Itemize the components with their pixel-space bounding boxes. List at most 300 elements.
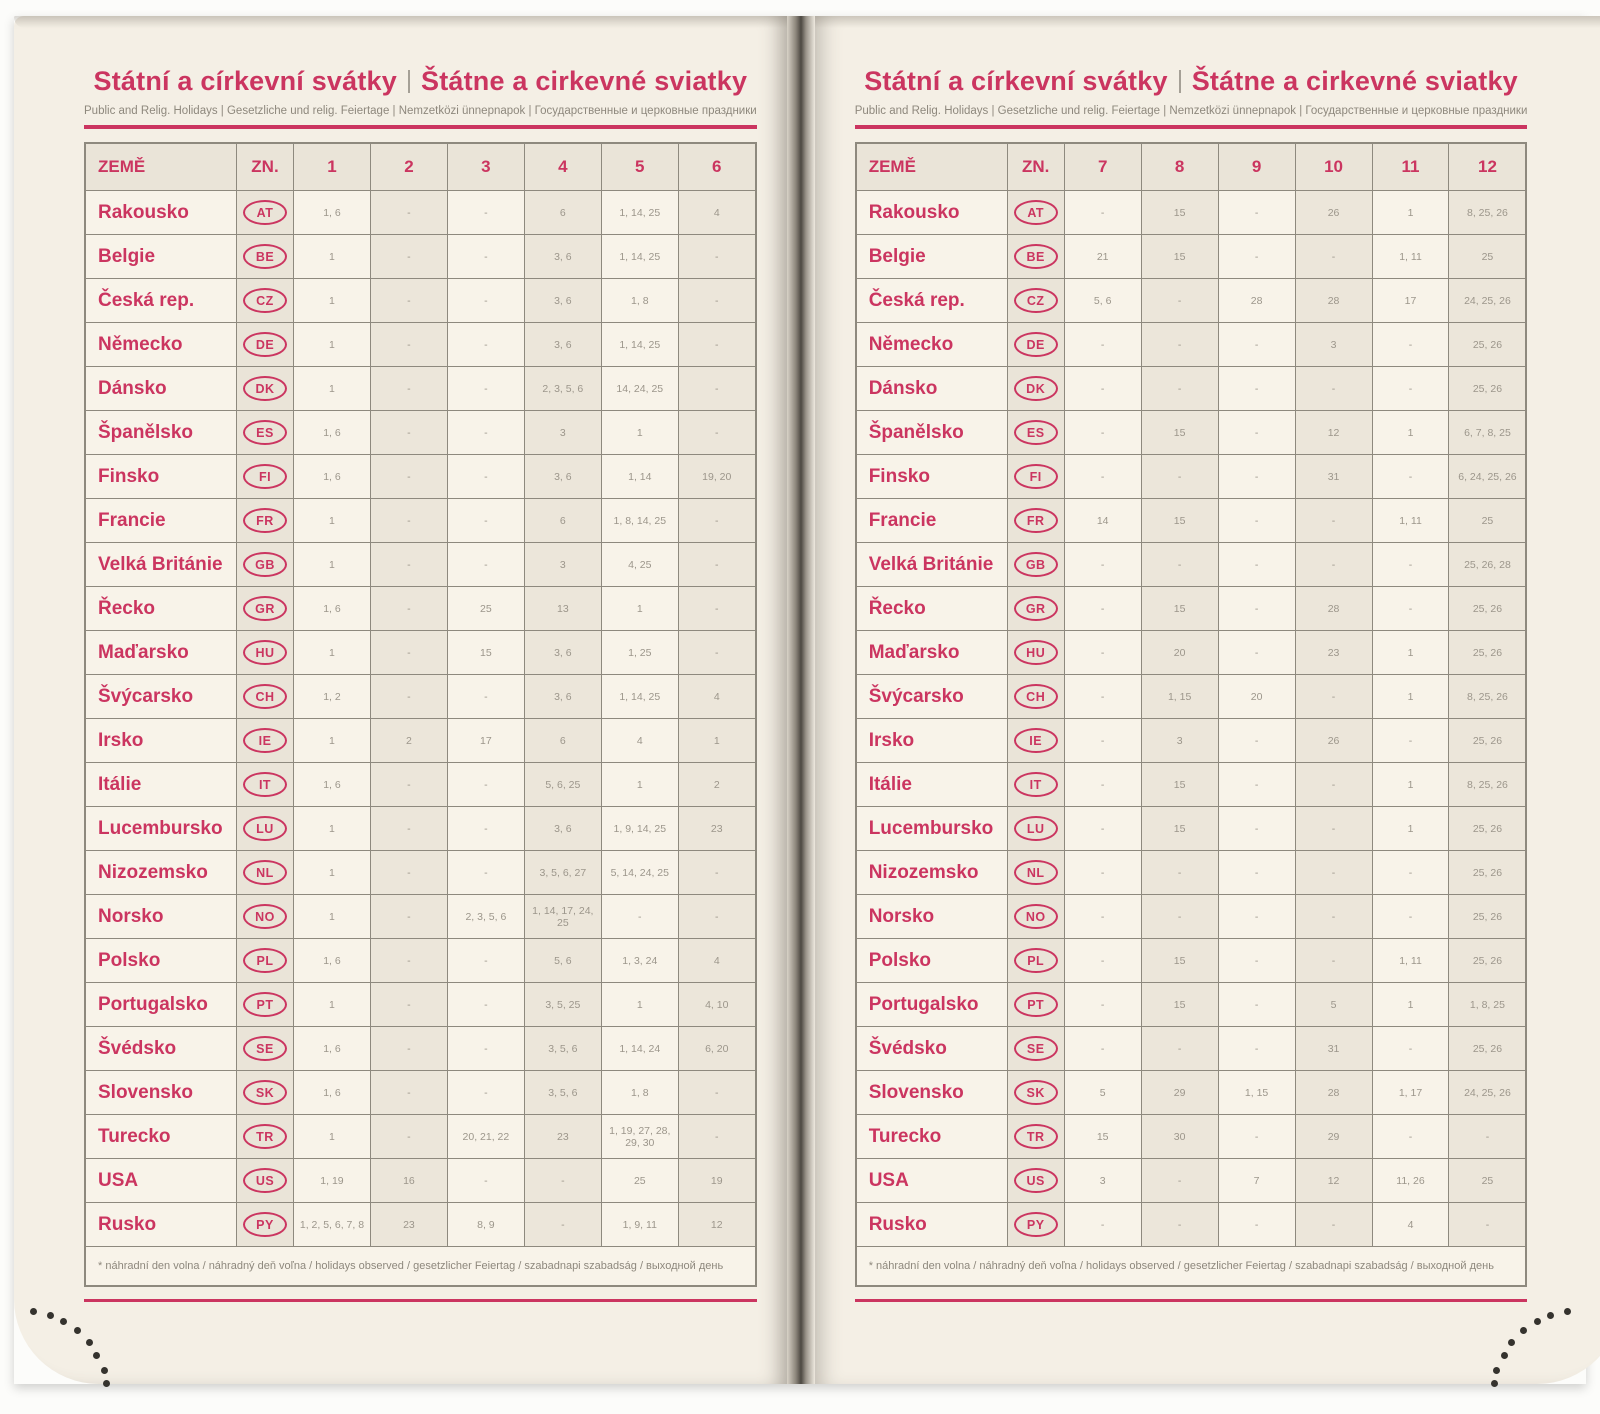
country-code-badge: TR: [243, 1124, 287, 1149]
holiday-dates-cell: 3, 5, 25: [524, 983, 601, 1026]
country-name: Nizozemsko: [857, 851, 1007, 894]
holiday-dates-cell: -: [447, 983, 524, 1026]
holiday-dates-cell: 1: [293, 719, 370, 762]
holiday-dates-cell: 15: [1141, 411, 1218, 454]
table-row: [857, 498, 1526, 542]
holiday-dates-cell: -: [370, 543, 447, 586]
holiday-dates-cell: 1: [293, 499, 370, 542]
column-header: 10: [1295, 144, 1372, 190]
holiday-dates-cell: -: [370, 1071, 447, 1114]
holiday-dates-cell: -: [370, 323, 447, 366]
holiday-dates-cell: -: [370, 939, 447, 982]
table-row: [86, 454, 755, 498]
holiday-dates-cell: 1: [293, 851, 370, 894]
country-code-badge: BE: [1014, 244, 1058, 269]
country-code-cell: [236, 367, 293, 410]
holiday-dates-cell: -: [1218, 499, 1295, 542]
country-name: Portugalsko: [857, 983, 1007, 1026]
country-code-cell: [1007, 895, 1064, 938]
holiday-dates-cell: -: [1295, 499, 1372, 542]
country-code-cell: [1007, 499, 1064, 542]
table-row: [86, 278, 755, 322]
holiday-dates-cell: -: [1218, 1115, 1295, 1158]
holiday-dates-cell: 15: [1141, 763, 1218, 806]
country-code-cell: [236, 895, 293, 938]
holiday-dates-cell: -: [1218, 191, 1295, 234]
holiday-dates-cell: -: [1064, 631, 1141, 674]
holiday-dates-cell: 23: [1295, 631, 1372, 674]
holiday-dates-cell: -: [1064, 1027, 1141, 1070]
holiday-dates-cell: 5: [1295, 983, 1372, 1026]
table-row: [857, 454, 1526, 498]
table-row: [86, 894, 755, 938]
stitch-dot: [60, 1318, 67, 1325]
country-name: Rakousko: [86, 191, 236, 234]
country-code-badge: CH: [243, 684, 287, 709]
country-code-badge: NO: [243, 904, 287, 929]
table-row: [86, 190, 755, 234]
holiday-dates-cell: -: [447, 543, 524, 586]
page-subtitle: Public and Relig. Holidays | Gesetzliche und relig. Feiertage | Nemzetközi ünnepnapok | Государственные и церковные праздники: [84, 105, 757, 117]
holiday-dates-cell: -: [678, 279, 755, 322]
country-code-cell: [1007, 1115, 1064, 1158]
column-header: 2: [370, 144, 447, 190]
holiday-dates-cell: 4, 25: [601, 543, 678, 586]
holiday-dates-cell: -: [601, 895, 678, 938]
holiday-dates-cell: -: [1295, 895, 1372, 938]
country-name: Dánsko: [857, 367, 1007, 410]
holiday-dates-cell: 3, 6: [524, 235, 601, 278]
country-code-cell: [236, 719, 293, 762]
holiday-dates-cell: -: [370, 367, 447, 410]
holiday-dates-cell: 17: [447, 719, 524, 762]
holiday-dates-cell: 6: [524, 499, 601, 542]
holiday-dates-cell: -: [1295, 851, 1372, 894]
country-code-badge: PT: [243, 992, 287, 1017]
table-row: [86, 1202, 755, 1246]
holiday-dates-cell: -: [1064, 895, 1141, 938]
column-header: ZN.: [1007, 144, 1064, 190]
holiday-table: [84, 142, 757, 1287]
holiday-dates-cell: 3, 6: [524, 675, 601, 718]
holiday-dates-cell: 7: [1218, 1159, 1295, 1202]
stitch-dot: [1501, 1352, 1508, 1359]
holiday-dates-cell: -: [447, 455, 524, 498]
country-name: Turecko: [86, 1115, 236, 1158]
table-row: [857, 850, 1526, 894]
holiday-dates-cell: 21: [1064, 235, 1141, 278]
holiday-dates-cell: -: [1064, 411, 1141, 454]
country-name: Portugalsko: [86, 983, 236, 1026]
holiday-dates-cell: -: [1141, 851, 1218, 894]
country-name: Slovensko: [86, 1071, 236, 1114]
holiday-dates-cell: -: [370, 411, 447, 454]
country-code-badge: IE: [243, 728, 287, 753]
country-name: Švýcarsko: [857, 675, 1007, 718]
holiday-dates-cell: 1: [293, 235, 370, 278]
holiday-dates-cell: 4: [678, 675, 755, 718]
stitch-dot: [30, 1308, 37, 1315]
holiday-dates-cell: 25, 26, 28: [1448, 543, 1525, 586]
country-code-cell: [1007, 455, 1064, 498]
holiday-dates-cell: -: [370, 235, 447, 278]
country-code-badge: TR: [1014, 1124, 1058, 1149]
country-code-cell: [1007, 587, 1064, 630]
table-row: [86, 850, 755, 894]
stitch-dot: [86, 1339, 93, 1346]
holiday-dates-cell: -: [1218, 323, 1295, 366]
holiday-dates-cell: 23: [524, 1115, 601, 1158]
country-code-badge: DE: [243, 332, 287, 357]
holiday-dates-cell: -: [1064, 983, 1141, 1026]
country-name: Belgie: [857, 235, 1007, 278]
holiday-dates-cell: -: [447, 807, 524, 850]
country-code-cell: [236, 279, 293, 322]
holiday-dates-cell: 20: [1141, 631, 1218, 674]
holiday-dates-cell: -: [1448, 1203, 1525, 1246]
country-code-badge: ES: [243, 420, 287, 445]
table-row: [86, 806, 755, 850]
holiday-dates-cell: 1, 8, 14, 25: [601, 499, 678, 542]
title-slovak: Štátne a cirkevné sviatky: [1191, 66, 1518, 96]
holiday-dates-cell: 25, 26: [1448, 587, 1525, 630]
country-code-cell: [236, 455, 293, 498]
country-code-badge: SE: [1014, 1036, 1058, 1061]
holiday-dates-cell: 1: [293, 279, 370, 322]
table-row: [86, 762, 755, 806]
country-code-badge: AT: [1014, 200, 1058, 225]
holiday-dates-cell: 1, 25: [601, 631, 678, 674]
column-header: ZN.: [236, 144, 293, 190]
holiday-dates-cell: 1, 19: [293, 1159, 370, 1202]
table-row: [857, 982, 1526, 1026]
right-page: [815, 16, 1600, 1384]
table-row: [86, 718, 755, 762]
holiday-dates-cell: -: [447, 1159, 524, 1202]
country-name: Itálie: [86, 763, 236, 806]
holiday-dates-cell: -: [447, 411, 524, 454]
country-code-badge: DE: [1014, 332, 1058, 357]
holiday-dates-cell: 3, 6: [524, 455, 601, 498]
country-code-badge: US: [243, 1168, 287, 1193]
holiday-dates-cell: 12: [1295, 1159, 1372, 1202]
column-header: 11: [1372, 144, 1449, 190]
country-name: Švédsko: [86, 1027, 236, 1070]
country-code-badge: NL: [1014, 860, 1058, 885]
holiday-dates-cell: 30: [1141, 1115, 1218, 1158]
country-name: Rusko: [857, 1203, 1007, 1246]
table-footnote: * náhradní den volna / náhradný deň voľna / holidays observed / gesetzlicher Feiertag / szabadnapi szabadság / выходной день: [857, 1246, 1526, 1285]
holiday-dates-cell: -: [1064, 587, 1141, 630]
holiday-dates-cell: -: [1218, 719, 1295, 762]
holiday-dates-cell: 14, 24, 25: [601, 367, 678, 410]
page-subtitle: Public and Relig. Holidays | Gesetzliche und relig. Feiertage | Nemzetközi ünnepnapok | Государственные и церковные праздники: [854, 105, 1528, 117]
holiday-dates-cell: 1, 6: [293, 939, 370, 982]
holiday-dates-cell: -: [447, 1027, 524, 1070]
country-code-cell: [1007, 851, 1064, 894]
holiday-dates-cell: -: [1372, 367, 1449, 410]
holiday-dates-cell: -: [1141, 543, 1218, 586]
left-page: [14, 16, 787, 1384]
holiday-dates-cell: -: [1218, 939, 1295, 982]
holiday-dates-cell: 25, 26: [1448, 939, 1525, 982]
holiday-dates-cell: -: [1372, 1115, 1449, 1158]
table-row: [86, 322, 755, 366]
country-name: Německo: [86, 323, 236, 366]
stitch-dot: [1564, 1308, 1571, 1315]
holiday-dates-cell: -: [1218, 367, 1295, 410]
country-code-badge: DK: [243, 376, 287, 401]
holiday-dates-cell: -: [447, 763, 524, 806]
table-row: [86, 366, 755, 410]
holiday-dates-cell: 28: [1295, 587, 1372, 630]
holiday-dates-cell: 1, 14: [601, 455, 678, 498]
holiday-dates-cell: -: [1218, 587, 1295, 630]
holiday-dates-cell: -: [370, 455, 447, 498]
holiday-dates-cell: 1, 8: [601, 279, 678, 322]
holiday-dates-cell: 1: [1372, 411, 1449, 454]
holiday-dates-cell: -: [1372, 1027, 1449, 1070]
country-code-cell: [236, 411, 293, 454]
table-row: [857, 762, 1526, 806]
holiday-dates-cell: 1, 8: [601, 1071, 678, 1114]
holiday-dates-cell: -: [1064, 1203, 1141, 1246]
holiday-dates-cell: -: [1295, 235, 1372, 278]
holiday-dates-cell: 3: [524, 411, 601, 454]
country-code-badge: GB: [243, 552, 287, 577]
country-code-badge: IT: [1014, 772, 1058, 797]
holiday-dates-cell: -: [678, 411, 755, 454]
country-name: Rakousko: [857, 191, 1007, 234]
holiday-dates-cell: 1, 15: [1141, 675, 1218, 718]
country-name: Francie: [857, 499, 1007, 542]
country-name: Maďarsko: [857, 631, 1007, 674]
holiday-dates-cell: 15: [1141, 807, 1218, 850]
country-code-cell: [236, 1071, 293, 1114]
holiday-dates-cell: 12: [678, 1203, 755, 1246]
holiday-dates-cell: 1, 14, 17, 24, 25: [524, 895, 601, 938]
holiday-dates-cell: 29: [1295, 1115, 1372, 1158]
holiday-dates-cell: 28: [1218, 279, 1295, 322]
country-name: Švédsko: [857, 1027, 1007, 1070]
holiday-dates-cell: 15: [1064, 1115, 1141, 1158]
table-row: [86, 1070, 755, 1114]
country-code-cell: [236, 807, 293, 850]
table-row: [857, 630, 1526, 674]
holiday-dates-cell: -: [1064, 191, 1141, 234]
holiday-dates-cell: -: [1372, 455, 1449, 498]
country-code-cell: [236, 939, 293, 982]
holiday-dates-cell: 25: [1448, 235, 1525, 278]
holiday-dates-cell: 1: [678, 719, 755, 762]
country-name: Finsko: [86, 455, 236, 498]
holiday-dates-cell: -: [1295, 763, 1372, 806]
holiday-dates-cell: 25, 26: [1448, 719, 1525, 762]
holiday-dates-cell: 3: [1295, 323, 1372, 366]
country-name: Slovensko: [857, 1071, 1007, 1114]
holiday-dates-cell: 25, 26: [1448, 323, 1525, 366]
country-code-badge: SK: [243, 1080, 287, 1105]
table-row: [857, 1158, 1526, 1202]
table-footnote: * náhradní den volna / náhradný deň voľna / holidays observed / gesetzlicher Feiertag / szabadnapi szabadság / выходной день: [86, 1246, 755, 1285]
holiday-dates-cell: 31: [1295, 455, 1372, 498]
holiday-dates-cell: 3, 5, 6: [524, 1071, 601, 1114]
holiday-dates-cell: -: [1295, 1203, 1372, 1246]
holiday-dates-cell: 31: [1295, 1027, 1372, 1070]
holiday-dates-cell: -: [1141, 279, 1218, 322]
country-name: Česká rep.: [86, 279, 236, 322]
holiday-dates-cell: -: [370, 807, 447, 850]
country-code-badge: US: [1014, 1168, 1058, 1193]
holiday-dates-cell: -: [1218, 543, 1295, 586]
holiday-dates-cell: 1: [1372, 675, 1449, 718]
holiday-dates-cell: 1, 19, 27, 28, 29, 30: [601, 1115, 678, 1158]
country-code-cell: [236, 235, 293, 278]
holiday-dates-cell: 11, 26: [1372, 1159, 1449, 1202]
table-row: [86, 1158, 755, 1202]
holiday-dates-cell: -: [678, 587, 755, 630]
holiday-dates-cell: -: [1372, 587, 1449, 630]
holiday-dates-cell: 25, 26: [1448, 367, 1525, 410]
holiday-dates-cell: -: [370, 1115, 447, 1158]
country-code-cell: [1007, 411, 1064, 454]
holiday-dates-cell: 1, 11: [1372, 499, 1449, 542]
table-row: [857, 1114, 1526, 1158]
country-name: Dánsko: [86, 367, 236, 410]
holiday-dates-cell: 25, 26: [1448, 1027, 1525, 1070]
country-code-cell: [236, 587, 293, 630]
country-name: USA: [86, 1159, 236, 1202]
table-row: [86, 938, 755, 982]
holiday-dates-cell: 15: [1141, 235, 1218, 278]
holiday-dates-cell: 8, 9: [447, 1203, 524, 1246]
holiday-dates-cell: -: [447, 499, 524, 542]
holiday-dates-cell: 6: [524, 719, 601, 762]
country-name: Švýcarsko: [86, 675, 236, 718]
country-name: Itálie: [857, 763, 1007, 806]
holiday-dates-cell: 29: [1141, 1071, 1218, 1114]
holiday-dates-cell: 1: [293, 367, 370, 410]
holiday-dates-cell: 1: [293, 543, 370, 586]
country-code-cell: [236, 1115, 293, 1158]
table-row: [857, 938, 1526, 982]
holiday-dates-cell: 1: [601, 763, 678, 806]
title-divider: [1179, 70, 1181, 93]
holiday-dates-cell: -: [1064, 719, 1141, 762]
table-row: [86, 542, 755, 586]
holiday-dates-cell: -: [370, 499, 447, 542]
holiday-dates-cell: -: [1295, 675, 1372, 718]
top-rule: [84, 125, 757, 129]
table-row: [857, 1026, 1526, 1070]
table-row: [857, 1070, 1526, 1114]
table-header-row: [857, 144, 1526, 190]
country-code-badge: NL: [243, 860, 287, 885]
stitch-dot: [1493, 1367, 1500, 1374]
country-code-cell: [1007, 543, 1064, 586]
country-name: Řecko: [857, 587, 1007, 630]
holiday-dates-cell: 3: [524, 543, 601, 586]
country-code-badge: IE: [1014, 728, 1058, 753]
stitch-dot: [1520, 1327, 1527, 1334]
holiday-dates-cell: 1, 17: [1372, 1071, 1449, 1114]
holiday-dates-cell: -: [1295, 367, 1372, 410]
holiday-dates-cell: 5, 6: [1064, 279, 1141, 322]
holiday-dates-cell: 25: [1448, 499, 1525, 542]
table-header-row: [86, 144, 755, 190]
holiday-dates-cell: 20: [1218, 675, 1295, 718]
holiday-dates-cell: -: [447, 939, 524, 982]
country-name: Německo: [857, 323, 1007, 366]
bottom-rule: [855, 1299, 1528, 1302]
table-row: [857, 278, 1526, 322]
country-code-badge: GR: [1014, 596, 1058, 621]
country-name: Velká Británie: [857, 543, 1007, 586]
holiday-dates-cell: 19, 20: [678, 455, 755, 498]
holiday-dates-cell: -: [370, 631, 447, 674]
holiday-dates-cell: 6, 20: [678, 1027, 755, 1070]
holiday-dates-cell: 1, 6: [293, 1027, 370, 1070]
holiday-dates-cell: -: [1141, 455, 1218, 498]
holiday-table: [855, 142, 1528, 1287]
holiday-dates-cell: -: [1295, 543, 1372, 586]
holiday-dates-cell: 1: [293, 895, 370, 938]
country-code-cell: [1007, 191, 1064, 234]
holiday-dates-cell: -: [1448, 1115, 1525, 1158]
country-code-badge: LU: [243, 816, 287, 841]
country-code-cell: [1007, 939, 1064, 982]
holiday-dates-cell: -: [447, 279, 524, 322]
holiday-dates-cell: 25, 26: [1448, 631, 1525, 674]
holiday-dates-cell: 28: [1295, 279, 1372, 322]
country-name: Francie: [86, 499, 236, 542]
holiday-dates-cell: -: [1218, 631, 1295, 674]
holiday-dates-cell: 4, 10: [678, 983, 755, 1026]
stitch-dot: [74, 1327, 81, 1334]
country-code-badge: CZ: [243, 288, 287, 313]
country-code-badge: ES: [1014, 420, 1058, 445]
holiday-dates-cell: 1, 14, 25: [601, 235, 678, 278]
holiday-dates-cell: -: [370, 191, 447, 234]
table-row: [857, 674, 1526, 718]
holiday-dates-cell: 2, 3, 5, 6: [447, 895, 524, 938]
title-slovak: Štátne a cirkevné sviatky: [420, 66, 748, 96]
table-row: [86, 1026, 755, 1070]
country-code-badge: CH: [1014, 684, 1058, 709]
holiday-dates-cell: 4: [601, 719, 678, 762]
column-header: ZEMĚ: [857, 144, 1007, 190]
holiday-dates-cell: -: [1218, 1027, 1295, 1070]
left-page-content: [14, 16, 787, 1302]
table-row: [857, 718, 1526, 762]
holiday-dates-cell: 4: [1372, 1203, 1449, 1246]
holiday-dates-cell: -: [1218, 851, 1295, 894]
country-code-badge: GR: [243, 596, 287, 621]
holiday-dates-cell: 2, 3, 5, 6: [524, 367, 601, 410]
holiday-dates-cell: 5, 14, 24, 25: [601, 851, 678, 894]
holiday-dates-cell: 15: [447, 631, 524, 674]
country-name: Rusko: [86, 1203, 236, 1246]
holiday-dates-cell: -: [1064, 851, 1141, 894]
holiday-dates-cell: 25: [1448, 1159, 1525, 1202]
diary-spread: [14, 16, 1586, 1384]
country-code-cell: [236, 631, 293, 674]
holiday-dates-cell: -: [1295, 939, 1372, 982]
holiday-dates-cell: 12: [1295, 411, 1372, 454]
country-code-cell: [1007, 675, 1064, 718]
holiday-dates-cell: -: [370, 895, 447, 938]
right-page-content: [815, 16, 1600, 1302]
